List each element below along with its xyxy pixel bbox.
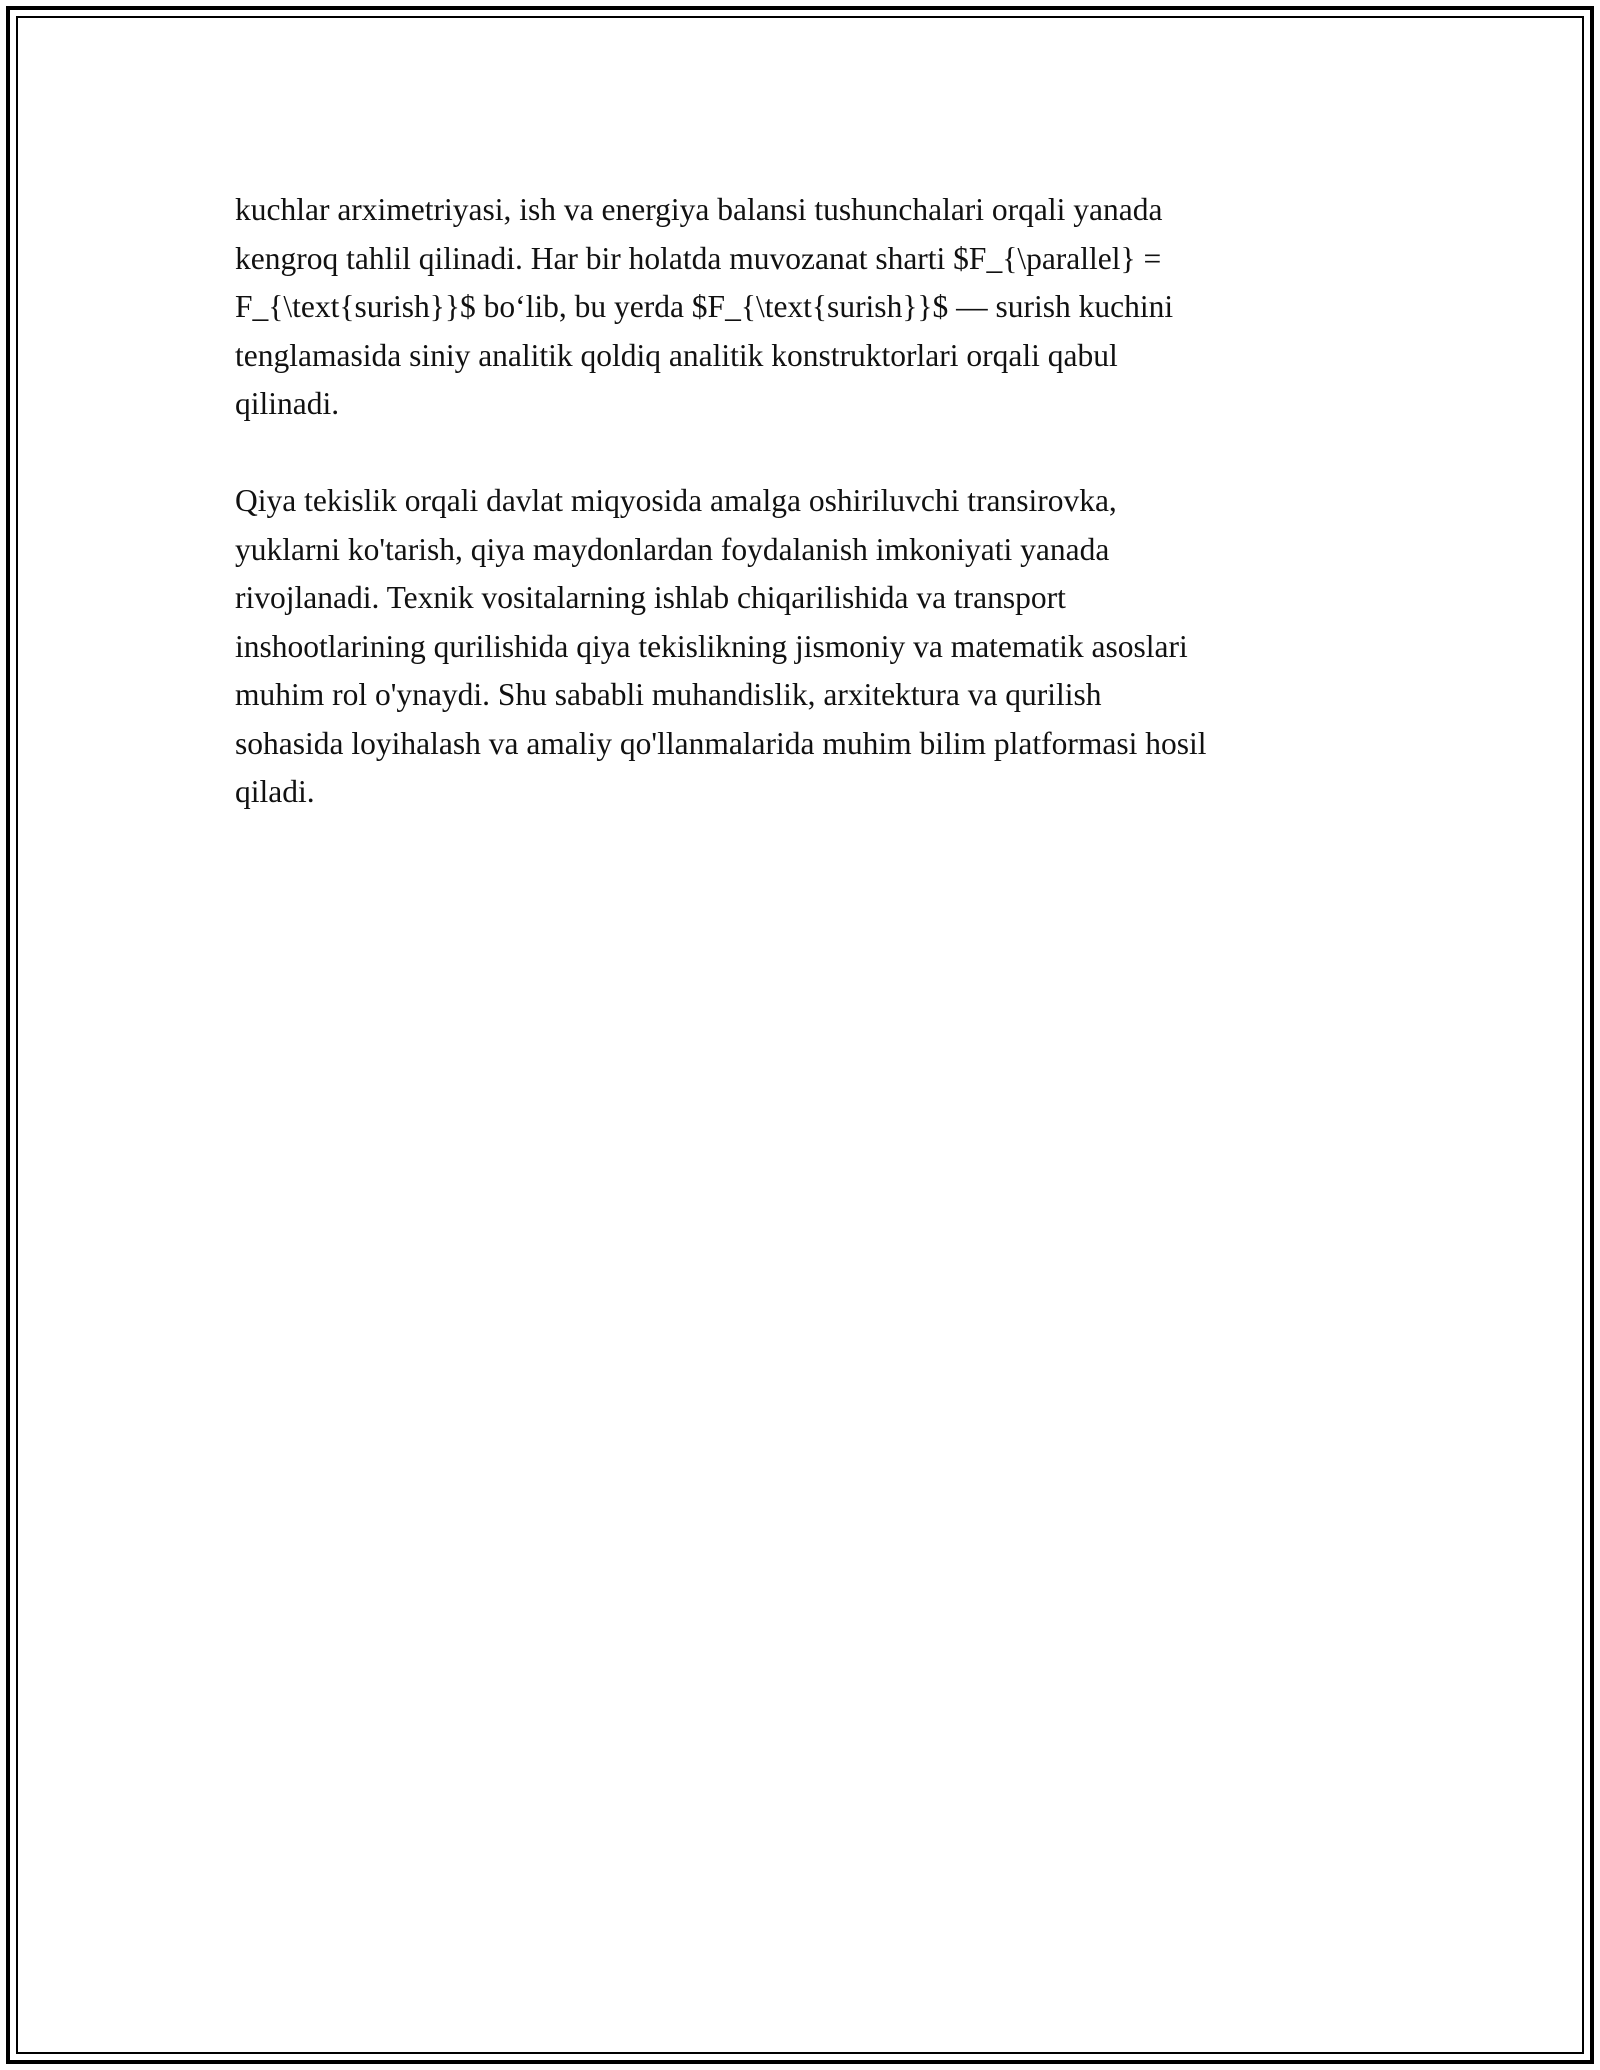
text-line: qiladi. [235, 774, 315, 809]
text-line: F_{\text{surish}}$ bo‘lib, bu yerda $F_{\text{surish}}$ — surish kuchini [235, 289, 1174, 324]
text-line: qilinadi. [235, 386, 340, 421]
paragraph-1 [235, 186, 1375, 429]
text-line: yuklarni ko'tarish, qiya maydonlardan foydalanish imkoniyati yanada [235, 531, 1110, 567]
text-line: tenglamasida siniy analitik qoldiq analitik konstruktorlari orqali qabul [235, 337, 1118, 373]
text-line: sohasida loyihalash va amaliy qo'llanmalarida muhim bilim platformasi hosil [235, 725, 1207, 761]
text-line: kuchlar arximetriyasi, ish va energiya balansi tushunchalari orqali yanada [235, 192, 1163, 227]
text-line: Qiya tekislik orqali davlat miqyosida amalga oshiriluvchi transirovka, [235, 483, 1117, 518]
page-content [235, 186, 1375, 817]
text-line: kengroq tahlil qilinadi. Har bir holatda muvozanat sharti $F_{\parallel} = [235, 240, 1162, 276]
text-line: inshootlarining qurilishida qiya tekislikning jismoniy va matematik asoslari [235, 628, 1188, 664]
text-line: muhim rol o'ynaydi. Shu sababli muhandislik, arxitektura va qurilish [235, 677, 1102, 712]
text-line: rivojlanadi. Texnik vositalarning ishlab chiqarilishida va transport [235, 580, 1066, 615]
paragraph-2 [235, 477, 1375, 817]
